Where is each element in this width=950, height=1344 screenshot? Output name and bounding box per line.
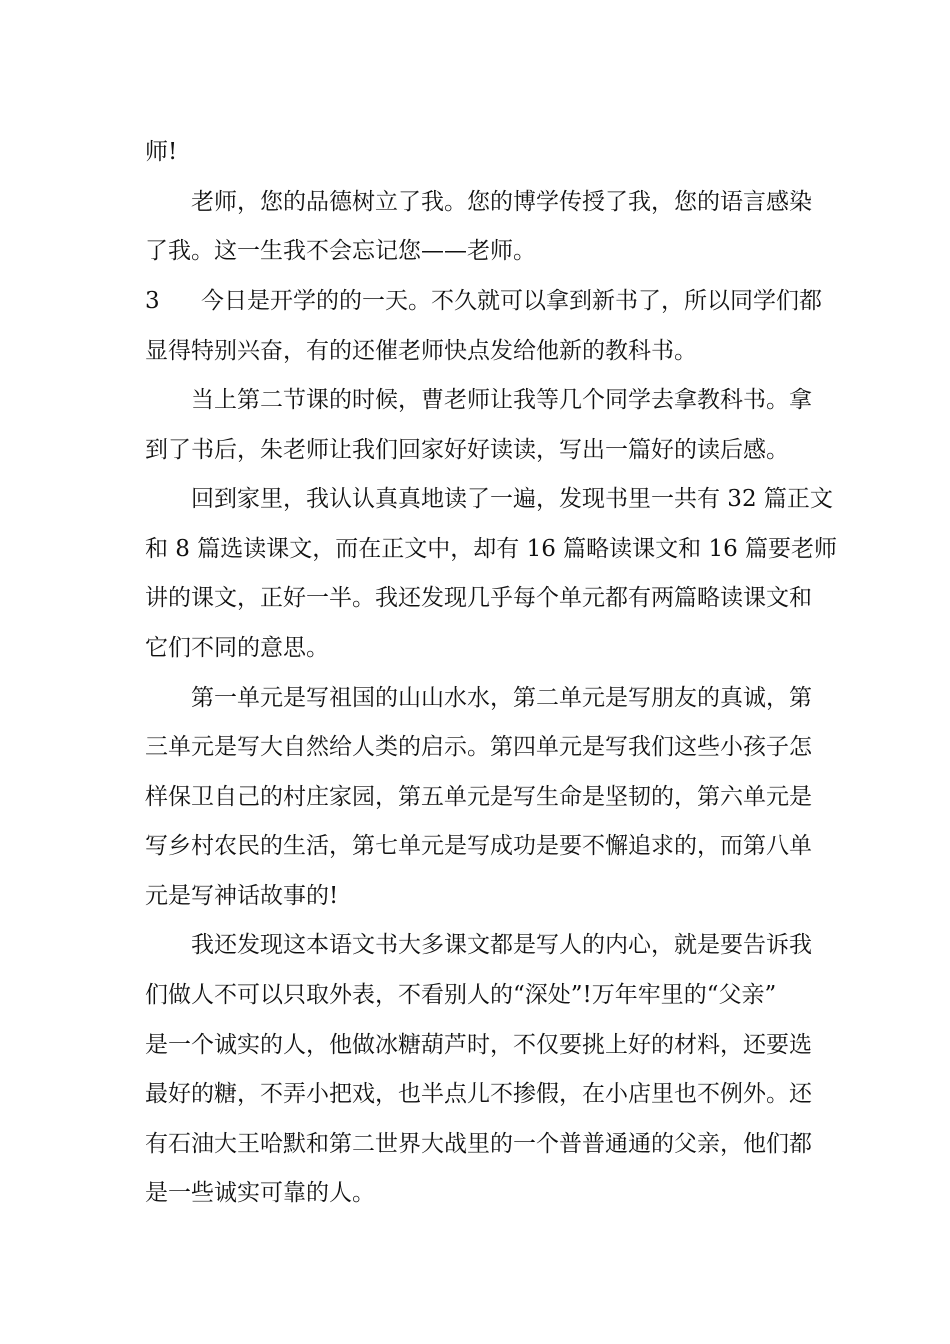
- text-line: 到了书后，朱老师让我们回家好好读读，写出一篇好的读后感。: [145, 437, 789, 463]
- text-line: 第一单元是写祖国的山山水水，第二单元是写朋友的真诚，第: [191, 685, 812, 711]
- text-line: 我还发现这本语文书大多课文都是写人的内心，就是要告诉我: [191, 932, 812, 958]
- section-number: 3: [145, 288, 160, 314]
- text-line: 回到家里，我认认真真地读了一遍，发现书里一共有 32 篇正文: [191, 486, 833, 512]
- text-line: 师!: [145, 139, 178, 165]
- text-line: 今日是开学的的一天。不久就可以拿到新书了，所以同学们都: [201, 288, 822, 314]
- text-line: 是一些诚实可靠的人。: [145, 1180, 375, 1206]
- text-line: 三单元是写大自然给人类的启示。第四单元是写我们这些小孩子怎: [145, 734, 812, 760]
- text-line: 写乡村农民的生活，第七单元是写成功是要不懈追求的，而第八单: [145, 833, 812, 859]
- text-line: 有石油大王哈默和第二世界大战里的一个普普通通的父亲，他们都: [145, 1131, 812, 1157]
- text-line: 讲的课文，正好一半。我还发现几乎每个单元都有两篇略读课文和: [145, 585, 812, 611]
- text-line: 样保卫自己的村庄家园，第五单元是写生命是坚韧的，第六单元是: [145, 784, 812, 810]
- text-line: 老师，您的品德树立了我。您的博学传授了我，您的语言感染: [191, 189, 812, 215]
- text-line: 最好的糖，不弄小把戏，也半点儿不掺假，在小店里也不例外。还: [145, 1081, 812, 1107]
- text-line: 显得特别兴奋，有的还催老师快点发给他新的教科书。: [145, 338, 697, 364]
- text-line: 了我。这一生我不会忘记您——老师。: [145, 238, 536, 264]
- text-line: 当上第二节课的时候，曹老师让我等几个同学去拿教科书。拿: [191, 387, 812, 413]
- text-line: 是一个诚实的人，他做冰糖葫芦时，不仅要挑上好的材料，还要选: [145, 1032, 812, 1058]
- text-line: 和 8 篇选读课文，而在正文中，却有 16 篇略读课文和 16 篇要老师: [145, 536, 838, 562]
- text-line: 它们不同的意思。: [145, 635, 329, 661]
- text-line: 元是写神话故事的!: [145, 883, 339, 909]
- text-line: 们做人不可以只取外表，不看别人的“深处”!万年牢里的“父亲”: [145, 982, 777, 1008]
